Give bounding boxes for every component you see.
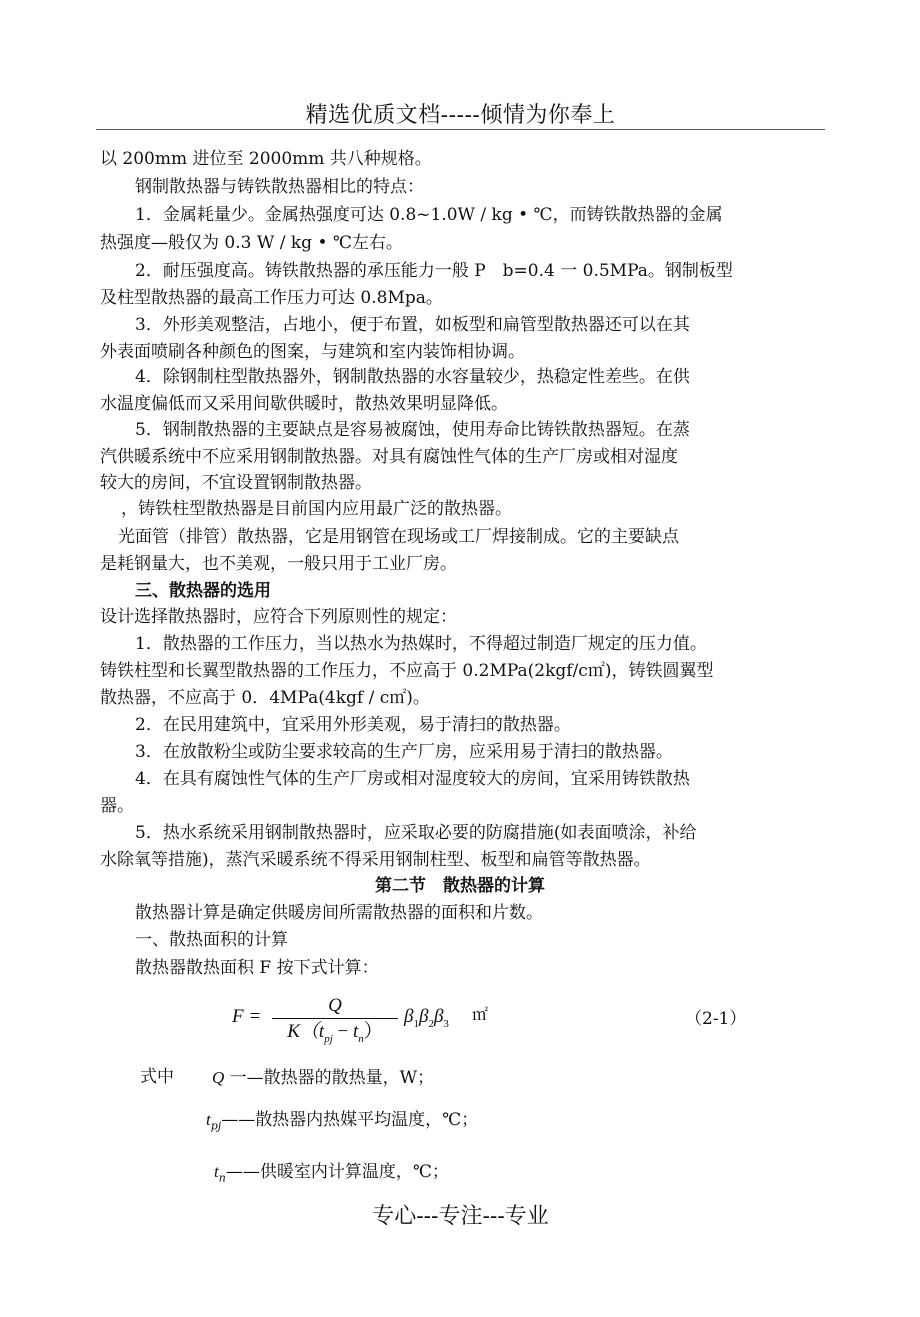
text-line: 外表面喷刷各种颜色的图案，与建筑和室内装饰相协调。 xyxy=(100,342,525,362)
text-line: 器。 xyxy=(100,796,134,816)
section-heading: 三、散热器的选用 xyxy=(135,581,271,601)
text-line: 3．外形美观整洁，占地小，便于布置，如板型和扁管型散热器还可以在其 xyxy=(135,315,690,335)
text-line: 以 200mm 进位至 2000mm 共八种规格。 xyxy=(100,149,432,169)
text-line: 3．在放散粉尘或防尘要求较高的生产厂房，应采用易于清扫的散热器。 xyxy=(135,742,673,762)
text-line: 散热器计算是确定供暖房间所需散热器的面积和片数。 xyxy=(135,903,543,923)
text-line: 钢制散热器与铸铁散热器相比的特点： xyxy=(135,177,424,197)
text-line: ，铸铁柱型散热器是目前国内应用最广泛的散热器。 xyxy=(121,499,512,519)
text-line: 2．在民用建筑中，宜采用外形美观，易于清扫的散热器。 xyxy=(135,715,571,735)
text-line: 较大的房间，不宜设置钢制散热器。 xyxy=(100,473,372,493)
text-line: 2．耐压强度高。铸铁散热器的承压能力一般 P b=0.4 一 0.5MPa。钢制板型 xyxy=(135,261,733,281)
text-line: 水除氧等措施)，蒸汽采暖系统不得采用钢制柱型、板型和扁管等散热器。 xyxy=(100,850,651,870)
formula-unit: ㎡ xyxy=(472,1007,489,1024)
page-header: 精选优质文档-----倾情为你奉上 xyxy=(305,103,616,128)
text-line: 是耗钢量大，也不美观，一般只用于工业厂房。 xyxy=(100,554,457,574)
text-line: 热强度—般仅为 0.3 W / kg • ℃左右。 xyxy=(100,233,403,253)
definitions-lead: 式中 xyxy=(140,1067,174,1087)
page-footer: 专心---专注---专业 xyxy=(372,1204,549,1229)
text-line: 1．金属耗量少。金属热强度可达 0.8~1.0W / kg • ℃，而铸铁散热器的金属 xyxy=(135,205,723,225)
formula-numerator: Q xyxy=(328,995,342,1016)
definition-q: Q 一—散热器的散热量，W； xyxy=(212,1068,435,1088)
text-line: 汽供暖系统中不应采用钢制散热器。对具有腐蚀性气体的生产厂房或相对湿度 xyxy=(100,447,678,467)
area-formula xyxy=(232,994,532,1046)
header-divider xyxy=(96,129,825,130)
formula-beta-factors: $\beta_1\beta_2\beta_3$ xyxy=(404,1006,449,1030)
text-line: 散热器散热面积 F 按下式计算： xyxy=(135,958,379,978)
subsection-heading: 一、散热面积的计算 xyxy=(135,930,288,950)
section-title: 第二节 散热器的计算 xyxy=(375,876,545,896)
text-line: 5．热水系统采用钢制散热器时，应采取必要的防腐措施(如表面喷涂，补给 xyxy=(135,823,697,843)
text-line: 5．钢制散热器的主要缺点是容易被腐蚀，使用寿命比铸铁散热器短。在蒸 xyxy=(135,420,690,440)
text-line: 4．在具有腐蚀性气体的生产厂房或相对湿度较大的房间，宜采用铸铁散热 xyxy=(135,769,690,789)
formula-fraction xyxy=(270,994,400,1045)
text-line: 水温度偏低而又采用间歇供暖时，散热效果明显降低。 xyxy=(100,394,508,414)
text-line: 设计选择散热器时，应符合下列原则性的规定： xyxy=(100,607,457,627)
text-line: 及柱型散热器的最高工作压力可达 0.8Mpa。 xyxy=(100,288,443,308)
definition-tpj: $t_{pj}——$散热器内热媒平均温度，℃； xyxy=(206,1110,479,1133)
text-line: 光面管（排管）散热器，它是用钢管在现场或工厂焊接制成。它的主要缺点 xyxy=(118,527,679,547)
formula-lhs: F = xyxy=(232,1006,262,1027)
text-line: 散热器，不应高于 0．4MPa(4kgf / c㎡)。 xyxy=(100,688,430,708)
definition-tn: $t_n——$供暖室内计算温度，℃； xyxy=(214,1162,449,1185)
formula-denominator: $K(t_{pj} - t_n)$ xyxy=(287,1021,383,1045)
equation-number: （2-1） xyxy=(685,1009,747,1029)
text-line: 铸铁柱型和长翼型散热器的工作压力，不应高于 0.2MPa(2kgf/c㎡)，铸铁圆翼型 xyxy=(100,661,714,681)
text-line: 1．散热器的工作压力，当以热水为热媒时，不得超过制造厂规定的压力值。 xyxy=(135,634,707,654)
text-line: 4．除钢制柱型散热器外，钢制散热器的水容量较少，热稳定性差些。在供 xyxy=(135,367,690,387)
